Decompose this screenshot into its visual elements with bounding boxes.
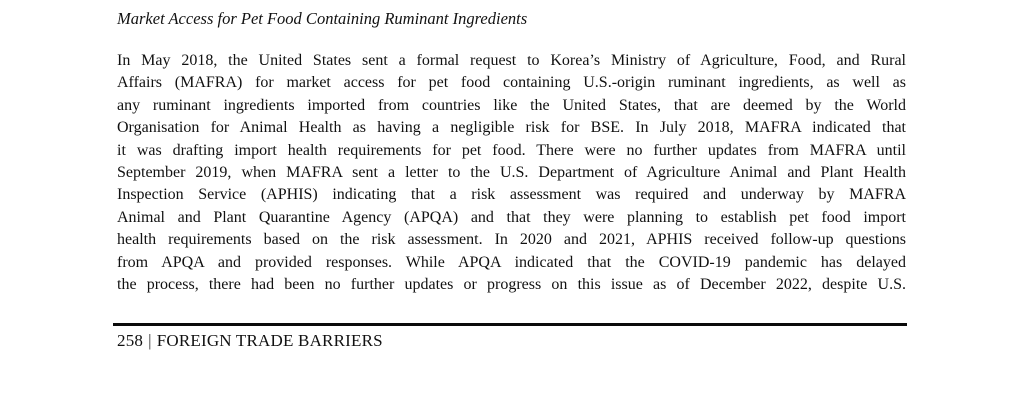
paragraph-line: the process, there had been no further updates or progress on this issue as of December 2022, despite U.S. <box>117 275 906 293</box>
footer-title: FOREIGN TRADE BARRIERS <box>156 331 383 350</box>
footer-rule <box>113 323 907 326</box>
paragraph-line: any ruminant ingredients imported from countries like the United States, that are deemed by the World <box>117 96 906 114</box>
paragraph-line: from APQA and provided responses. While APQA indicated that the COVID-19 pandemic has delayed <box>117 253 906 271</box>
section-heading: Market Access for Pet Food Containing Ruminant Ingredients <box>117 9 528 28</box>
paragraph-line: it was drafting import health requirements for pet food. There were no further updates from MAFRA until <box>117 141 906 159</box>
footer-separator: | <box>148 331 152 350</box>
page-number: 258 <box>117 331 144 350</box>
paragraph-line: Organisation for Animal Health as having a negligible risk for BSE. In July 2018, MAFRA indicated that <box>117 119 906 137</box>
paragraph-line: Animal and Plant Quarantine Agency (APQA) and that they were planning to establish pet food import <box>117 208 906 226</box>
body-paragraph <box>117 50 906 296</box>
paragraph-line: Inspection Service (APHIS) indicating that a risk assessment was required and underway by MAFRA <box>117 186 906 204</box>
paragraph-line: September 2019, when MAFRA sent a letter to the U.S. Department of Agriculture Animal and Plant Health <box>117 163 906 181</box>
paragraph-line: Affairs (MAFRA) for market access for pet food containing U.S.-origin ruminant ingredients, as well as <box>117 74 906 92</box>
page-footer <box>117 330 383 352</box>
paragraph-line: In May 2018, the United States sent a formal request to Korea’s Ministry of Agriculture, Food, and Rural <box>117 52 906 69</box>
paragraph-line: health requirements based on the risk assessment. In 2020 and 2021, APHIS received follow-up questions <box>117 231 906 249</box>
